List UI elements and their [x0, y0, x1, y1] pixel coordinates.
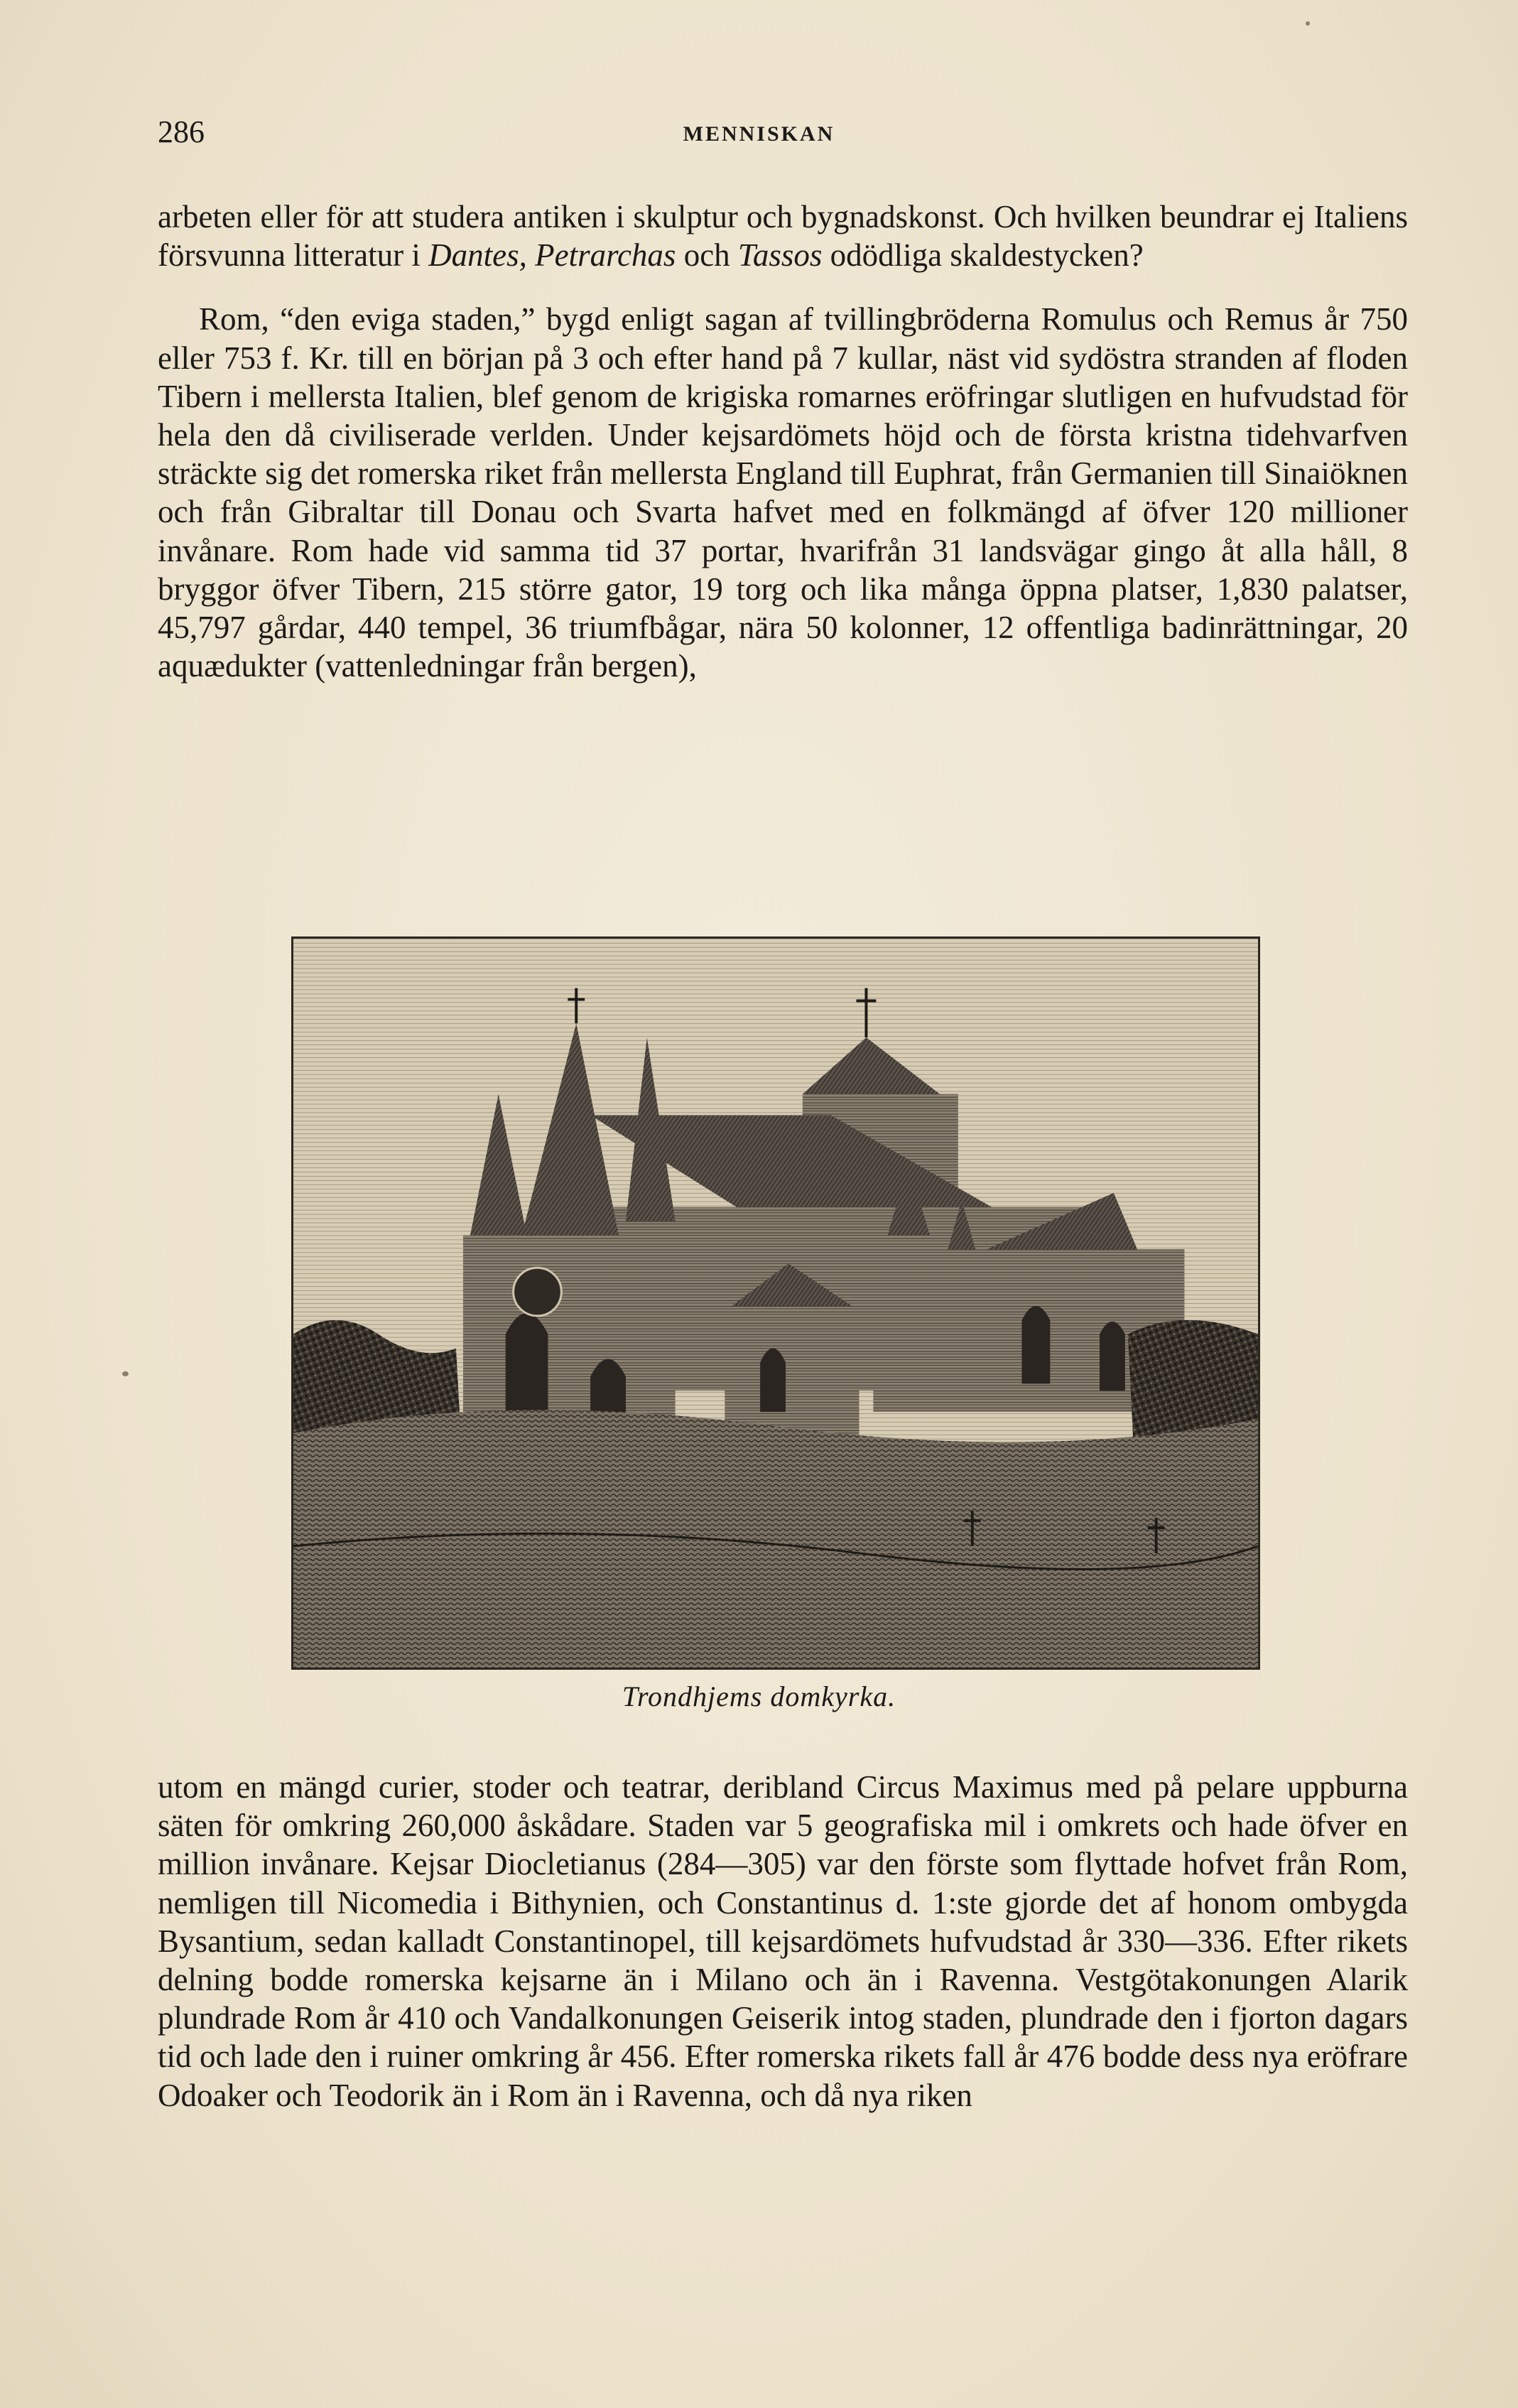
- page-number: 286: [158, 114, 205, 149]
- paragraph-antiquity: arbeten eller för att studera antiken i skulptur och bygnadskonst. Och hvilken beundrar ej Italiens försvunna litteratur i Dantes, Petrarchas och Tassos odödliga skaldestycken?: [158, 199, 1408, 274]
- paragraph-rome: Rom, “den eviga staden,” bygd enligt sagan af tvillingbröderna Romulus och Remus år 750 eller 753 f. Kr. till en början på 3 och efter hand på 7 kullar, näst vid sydöstra stranden af floden Tibern i mellersta Italien, blef genom de krigiska romarnes eröfringar slutligen en hufvudstad för hela den då civiliserade verlden. Under kejsardömets höjd och de första kristna tidehvarfven sträckte sig det romerska riket från mellersta England till Euphrat, från Germanien till Sinaiöknen och från Gibraltar till Donau och Svarta hafvet med en folkmängd af öfver 120 millioner invånare. Rom hade vid samma tid 37 portar, hvarifrån 31 landsvägar gingo åt alla håll, 8 bryggor öfver Tibern, 215 större gator, 19 torg och lika många öppna platser, 1,830 palatser, 45,797 gårdar, 440 tempel, 36 triumfbågar, nära 50 kolonner, 12 offentliga badinrättningar, 20 aquædukter (vattenledningar från bergen),: [158, 301, 1408, 684]
- cathedral-engraving: [291, 936, 1260, 1670]
- italic-names-1: Dantes, Petrarchas: [428, 237, 676, 274]
- cathedral-illustration: [293, 939, 1258, 1668]
- paper-speck: [122, 1371, 129, 1376]
- figure-caption: Trondhjems domkyrka.: [622, 1680, 896, 1712]
- running-title: MENNISKAN: [683, 122, 835, 146]
- bottom-text-block: [158, 1768, 1408, 2115]
- paper-speck: [1306, 21, 1310, 26]
- italic-names-2: Tassos: [737, 237, 823, 274]
- paragraph-rome-continued: utom en mängd curier, stoder och teatrar, deribland Circus Maximus med på pelare uppburna säten för omkring 260,000 åskådare. Staden var 5 geografiska mil i omkrets och hade öfver en million invånare. Kejsar Diocletianus (284—305) var den förste som flyttade hofvet från Rom, nemligen till Nicomedia i Bithynien, och Constantinus d. 1:ste gjorde det af honom ombygda Bysantium, sedan kalladt Constantinopel, till kejsardömets hufvudstad år 330—336. Efter rikets delning bodde romerska kejsarne än i Milano och än i Ravenna. Vestgötakonungen Alarik plundrade Rom år 410 och Vandalkonungen Geiserik intog staden, plundrade den i fjorton dagars tid och lade den i ruiner omkring år 456. Efter romerska rikets fall år 476 bodde dess nya eröfrare Odoaker och Teodorik än i Rom än i Ravenna, och då nya riken: [158, 1769, 1408, 2113]
- top-text-block: [158, 198, 1408, 685]
- page-header: [0, 114, 1518, 156]
